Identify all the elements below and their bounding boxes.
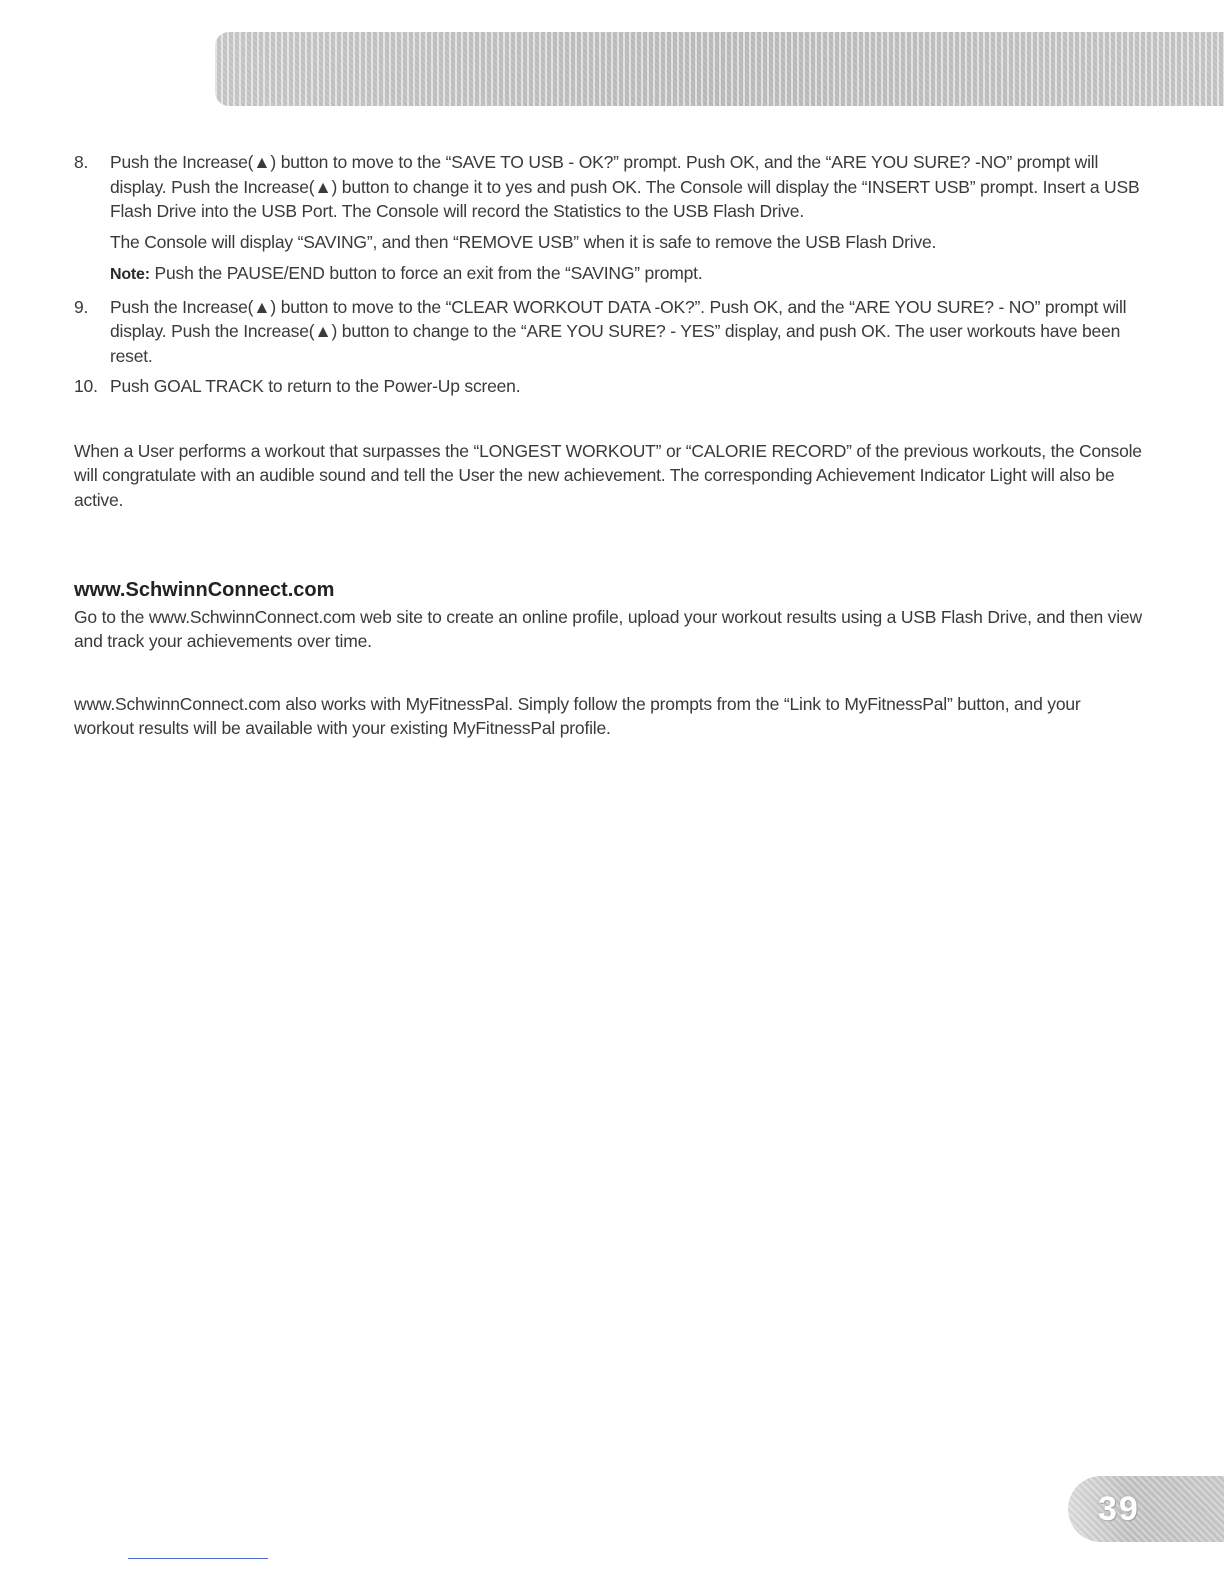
site-heading: www.SchwinnConnect.com — [74, 579, 335, 601]
step-number: 10. — [74, 376, 98, 396]
myfitnesspal-paragraph: www.SchwinnConnect.com also works with MyFitnessPal. Simply follow the prompts from the “Link to MyFitnessPal” button, and your workout results will be available with your existing MyFitnessPal profile. — [74, 693, 1081, 738]
step-8-note — [74, 261, 1144, 288]
note-text: Push the PAUSE/END button to force an exit from the “SAVING” prompt. — [149, 263, 703, 283]
page-number-badge — [1068, 1476, 1224, 1542]
step-text: Push GOAL TRACK to return to the Power-Up screen. — [110, 376, 521, 396]
achievement-paragraph: When a User performs a workout that surpasses the “LONGEST WORKOUT” or “CALORIE RECORD” of the previous workouts, the Console will congratulate with an audible sound and tell the User the new achievement. The corresponding Achievement Indicator Light will also be active. — [74, 440, 1142, 510]
step-10 — [74, 374, 1144, 399]
step-8-saving-text: The Console will display “SAVING”, and then “REMOVE USB” when it is safe to remove the USB Flash Drive. — [110, 231, 937, 252]
steps-list — [74, 150, 1144, 399]
step-8 — [74, 150, 1144, 224]
page-content — [74, 150, 1144, 741]
site-paragraph: Go to the www.SchwinnConnect.com web site to create an online profile, upload your workout results using a USB Flash Drive, and then view and track your achievements over time. — [74, 606, 1142, 651]
step-9 — [74, 295, 1144, 369]
step-number: 8. — [74, 152, 89, 172]
footer-rule — [128, 1558, 268, 1559]
step-text: Push the Increase(▲) button to move to the “CLEAR WORKOUT DATA -OK?”. Push OK, and the “ARE YOU SURE? - NO” prompt will display. Push the Increase(▲) button to change to the “ARE YOU SURE? - YES” display, and push OK. The user workouts have been reset. — [110, 296, 1127, 366]
step-number: 9. — [74, 296, 89, 317]
header-band — [215, 32, 1224, 106]
step-text: Push the Increase(▲) button to move to the “SAVE TO USB - OK?” prompt. Push OK, and the “ARE YOU SURE? -NO” prompt will display. Push the Increase(▲) button to change it to yes and push OK. The Console will display the “INSERT USB” prompt. Insert a USB Flash Drive into the USB Port. The Console will record the Statistics to the USB Flash Drive. — [110, 152, 1140, 221]
note-label: Note: — [110, 266, 150, 283]
page-number: 39 — [1098, 1489, 1140, 1528]
